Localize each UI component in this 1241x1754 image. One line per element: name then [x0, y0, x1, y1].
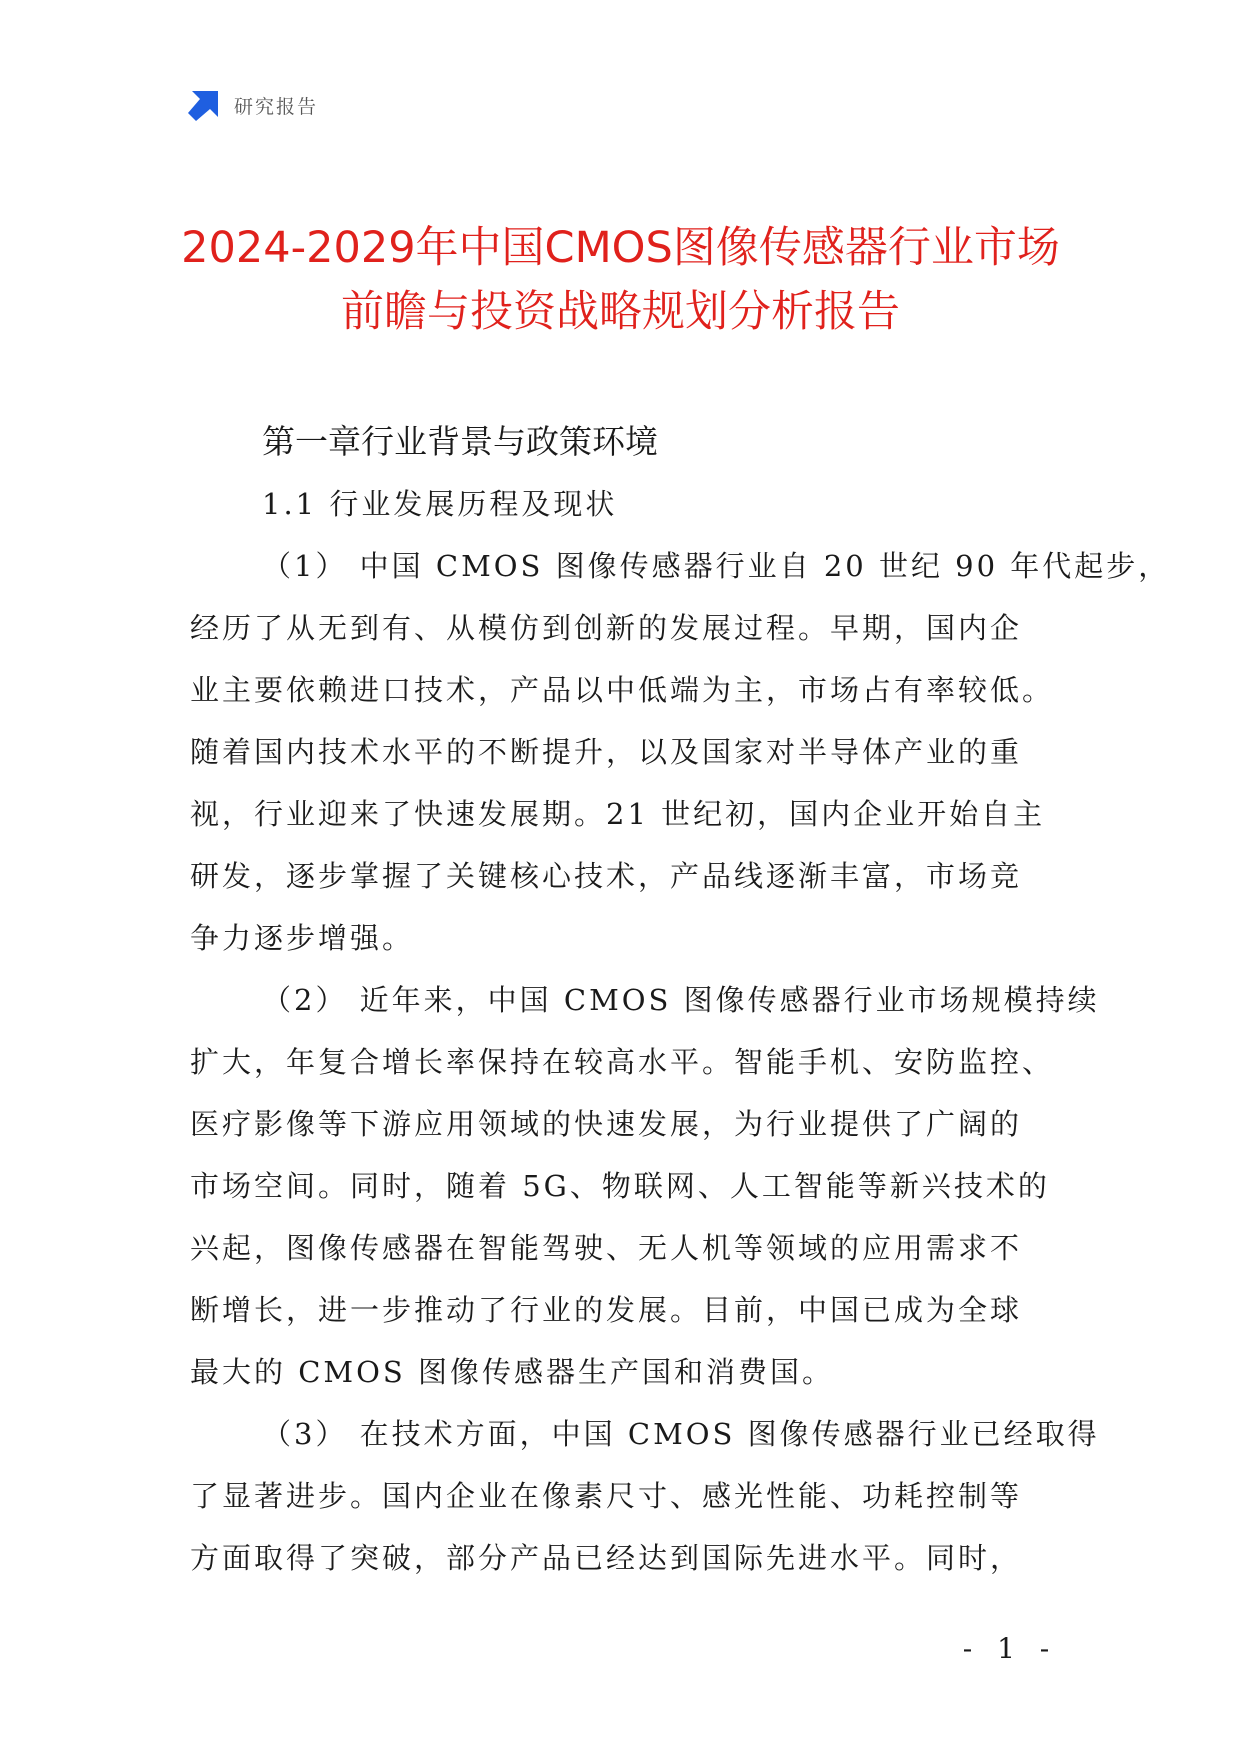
paragraph-1: [190, 535, 1171, 969]
body-text: [190, 535, 1171, 1589]
arrow-up-right-icon: [188, 89, 220, 121]
text-line: 最大的 CMOS 图像传感器生产国和消费国。: [190, 1355, 834, 1389]
paragraph-3: [190, 1403, 1100, 1589]
title-line-1: 2024-2029年中国CMOS图像传感器行业市场: [181, 223, 1060, 273]
text-line: 了显著进步。国内企业在像素尺寸、感光性能、功耗控制等: [190, 1479, 1023, 1513]
text-line: 研发，逐步掌握了关键核心技术，产品线逐渐丰富，市场竞: [190, 859, 1023, 893]
page-number: - 1 -: [962, 1632, 1058, 1665]
text-line: 方面取得了突破，部分产品已经达到国际先进水平。同时，: [190, 1541, 1023, 1575]
title-line-2: 前瞻与投资战略规划分析报告: [341, 287, 900, 337]
report-header: [188, 88, 318, 122]
text-line: （3） 在技术方面，中国 CMOS 图像传感器行业已经取得: [262, 1417, 1100, 1451]
text-line: 随着国内技术水平的不断提升，以及国家对半导体产业的重: [190, 735, 1023, 769]
header-label: 研究报告: [234, 95, 319, 118]
section-heading: 1.1 行业发展历程及现状: [262, 487, 618, 521]
text-line: 医疗影像等下游应用领域的快速发展，为行业提供了广阔的: [190, 1107, 1023, 1141]
text-line: 断增长，进一步推动了行业的发展。目前，中国已成为全球: [190, 1293, 1023, 1327]
text-line: 争力逐步增强。: [190, 921, 415, 955]
chapter-heading: 第一章行业背景与政策环境: [262, 422, 658, 461]
report-title: [150, 216, 1091, 344]
text-line: （1） 中国 CMOS 图像传感器行业自 20 世纪 90 年代起步，: [262, 549, 1171, 583]
text-line: 经历了从无到有、从模仿到创新的发展过程。早期，国内企: [190, 611, 1023, 645]
text-line: （2） 近年来，中国 CMOS 图像传感器行业市场规模持续: [262, 983, 1100, 1017]
text-line: 市场空间。同时，随着 5G、物联网、人工智能等新兴技术的: [190, 1169, 1050, 1203]
text-line: 兴起，图像传感器在智能驾驶、无人机等领域的应用需求不: [190, 1231, 1023, 1265]
text-line: 业主要依赖进口技术，产品以中低端为主，市场占有率较低。: [190, 673, 1055, 707]
paragraph-2: [190, 969, 1100, 1403]
text-line: 扩大，年复合增长率保持在较高水平。智能手机、安防监控、: [190, 1045, 1055, 1079]
text-line: 视，行业迎来了快速发展期。21 世纪初，国内企业开始自主: [190, 797, 1046, 831]
